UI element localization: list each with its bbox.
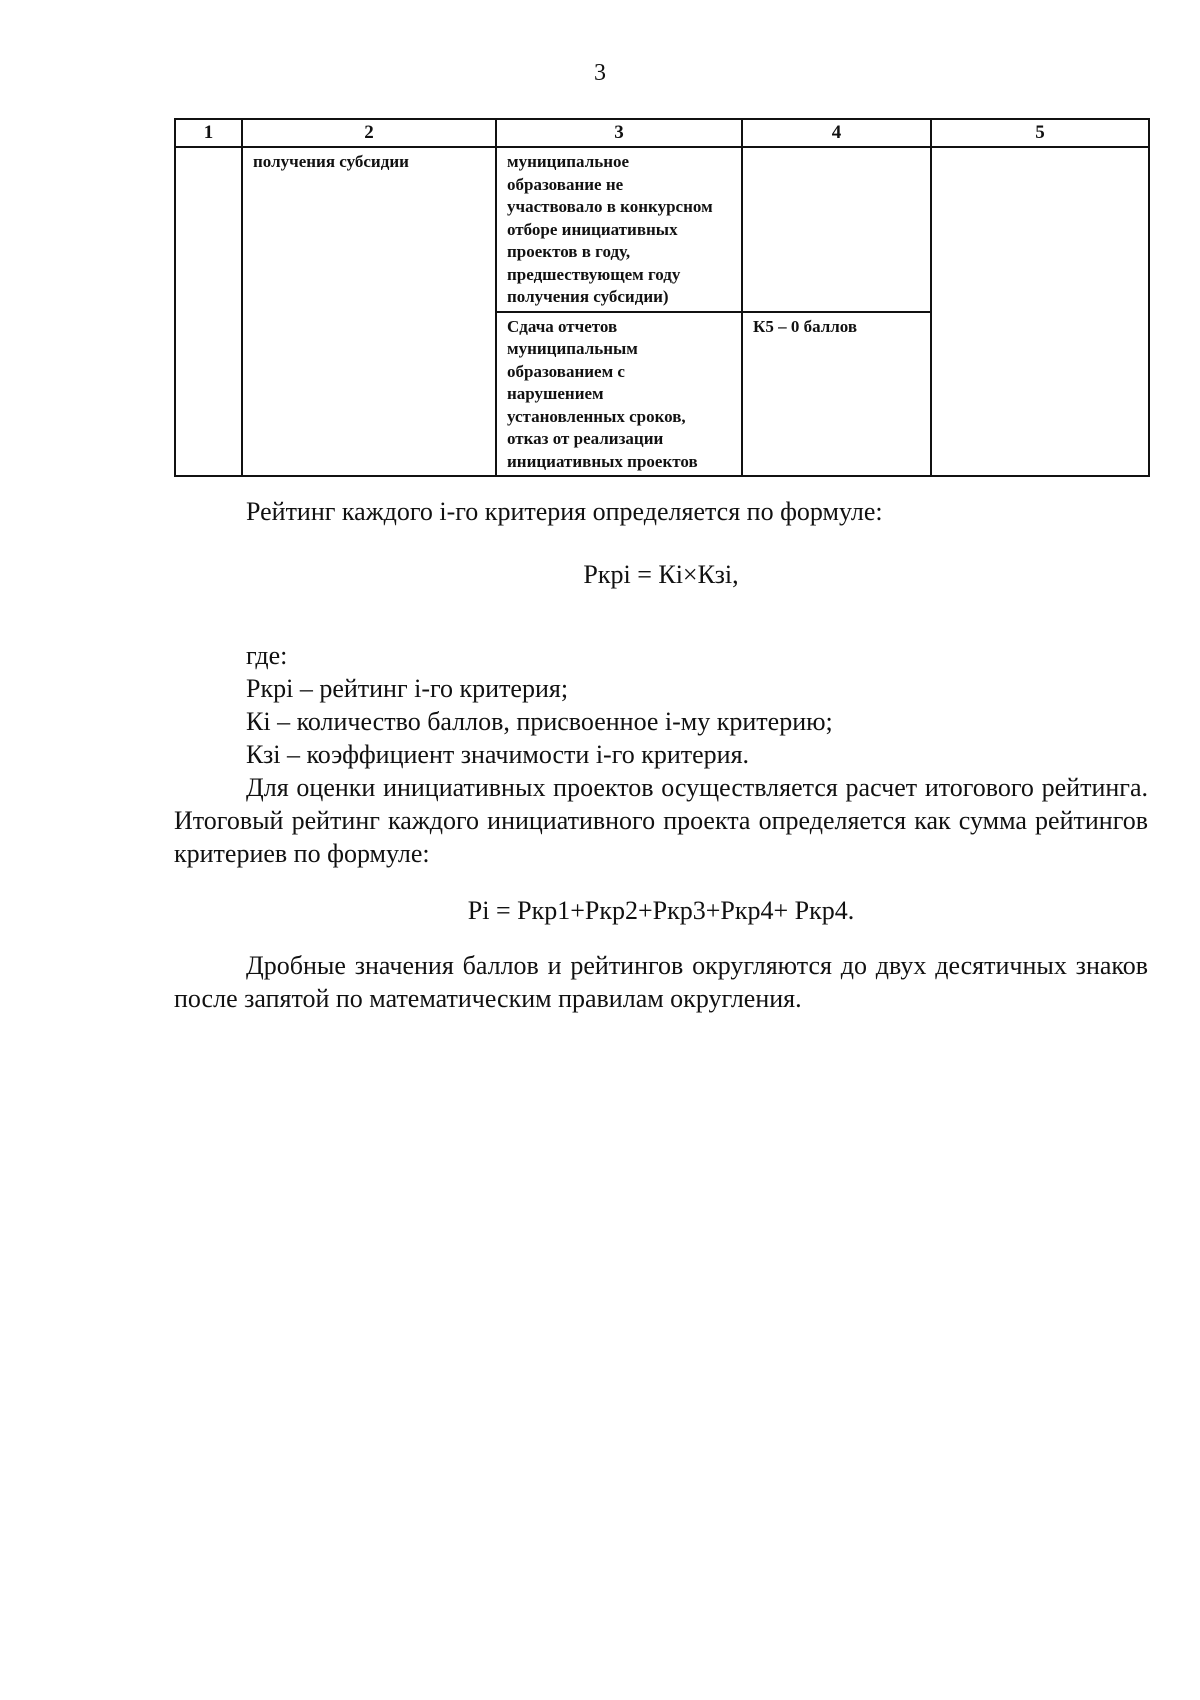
header-cell-5: 5 (931, 119, 1149, 147)
cell-text-line: отказ от реализации (507, 429, 664, 448)
cell-text-line: участвовало в конкурсном (507, 197, 713, 216)
cell-text-line: проектов в году, (507, 242, 631, 261)
where-label: где: (246, 641, 288, 670)
header-cell-1: 1 (175, 119, 242, 147)
cell-text-line: получения субсидии) (507, 287, 669, 306)
criteria-table (174, 118, 1150, 477)
table-row (175, 147, 1149, 312)
header-cell-2: 2 (242, 119, 496, 147)
cell-text-line: муниципальным (507, 339, 638, 358)
cell-text-line: отборе инициативных (507, 219, 678, 239)
cell-text-line: Сдача отчетов (507, 316, 618, 336)
paragraph-rounding: Дробные значения баллов и рейтингов округляются до двух десятичных знаков после запятой по математическим правилам округления. (174, 951, 1148, 1013)
formula-rating: Ркрi = Кi×Кзi, (583, 560, 739, 589)
cell-text-line: инициативных проектов (507, 451, 698, 471)
intro-text: Рейтинг каждого i-го критерия определяется по формуле: (246, 497, 883, 526)
cell-col1 (175, 147, 242, 476)
cell-col3 (496, 312, 742, 477)
cell-text-line: образование не (507, 174, 624, 194)
paragraph-final-rating: Для оценки инициативных проектов осуществляется расчет итогового рейтинга. Итоговый рейтинг каждого инициативного проекта определяется как сумма рейтингов критериев по формуле: (174, 773, 1148, 868)
cell-text-line: получения субсидии (253, 152, 409, 171)
cell-text-line: установленных сроков, (507, 406, 686, 426)
formula-total: Рi = Ркр1+Ркр2+Ркр3+Ркр4+ Ркр4. (467, 896, 855, 925)
cell-col5 (931, 147, 1149, 476)
header-cell-4: 4 (742, 119, 931, 147)
cell-col4 (742, 147, 931, 312)
cell-col3 (496, 147, 742, 312)
cell-text-line: нарушением (507, 384, 604, 403)
cell-text-line: муниципальное (507, 152, 630, 171)
cell-text-line: образованием с (507, 361, 625, 381)
page-number: 3 (594, 60, 606, 86)
cell-col2 (242, 147, 496, 476)
cell-text-line: предшествующем году (507, 264, 681, 284)
cell-col4: К5 – 0 баллов (742, 312, 931, 477)
definition-rkri: Ркрi – рейтинг i-го критерия; (246, 674, 569, 703)
header-cell-3: 3 (496, 119, 742, 147)
definition-ki: Кi – количество баллов, присвоенное i-му критерию; (246, 707, 833, 736)
definition-kzi: Кзi – коэффициент значимости i-го критерия. (246, 740, 750, 769)
table-header-row (175, 119, 1149, 147)
document-body (174, 495, 1148, 1015)
